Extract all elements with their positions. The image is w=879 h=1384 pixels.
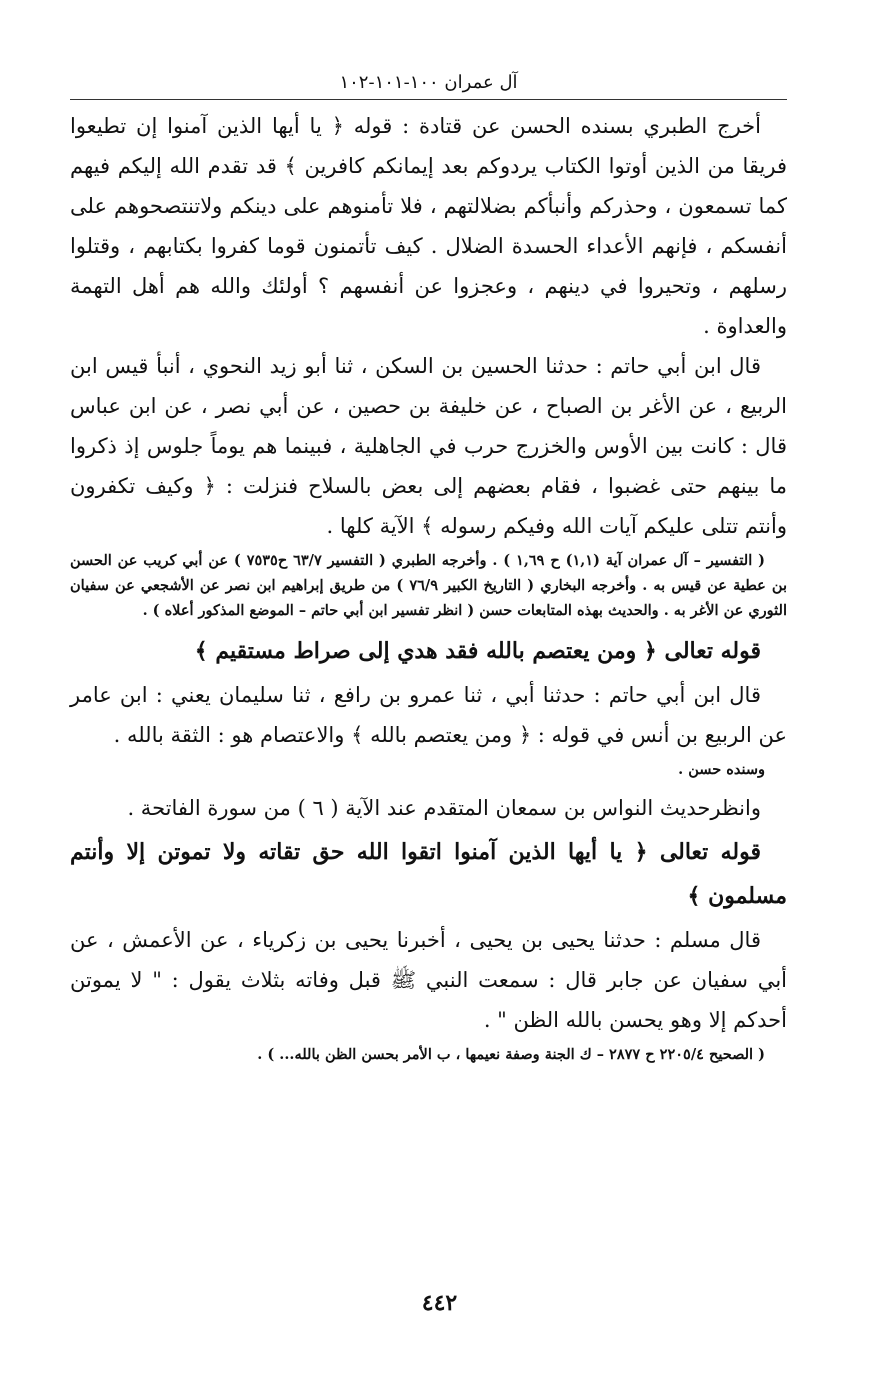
body-paragraph: وانظرحديث النواس بن سمعان المتقدم عند الآية ( ٦ ) من سورة الفاتحة . bbox=[127, 796, 761, 820]
running-head: آل عمران ١٠٠-١٠١-١٠٢ bbox=[70, 72, 787, 100]
section-heading: قوله تعالى ﴿ ومن يعتصم بالله فقد هدي إلى صراط مستقيم ﴾ bbox=[194, 638, 761, 664]
citation-note: وسنده حسن . bbox=[678, 761, 765, 778]
citation-note: ( التفسير – آل عمران آية (١,١) ح ١,٦٩ ) . وأخرجه الطبري ( التفسير ٦٣/٧ ح٧٥٣٥ ) عن أبي كريب عن الحسن بن عطية عن قيس به . وأخرجه البخاري ( التاريخ الكبير ٧٦/٩ ) من طريق إبراهيم ابن نصر عن الأشجعي عن سفيان الثوري عن الأغر به . والحديث بهذه المتابعات حسن ( انظر تفسير ابن أبي حاتم – الموضع المذكور أعلاه ) . bbox=[70, 552, 787, 619]
citation-note: ( الصحيح ٢٢٠٥/٤ ح ٢٨٧٧ – ك الجنة وصفة نعيمها ، ب الأمر بحسن الظن بالله... ) . bbox=[257, 1046, 765, 1063]
body-paragraph: قال مسلم : حدثنا يحيى بن يحيى ، أخبرنا يحيى بن زكرياء ، عن الأعمش ، عن أبي سفيان عن جابر قال : سمعت النبي ﷺ قبل وفاته بثلاث يقول : " لا يموتن أحدكم إلا وهو يحسن بالله الظن " . bbox=[70, 928, 787, 1032]
page-body bbox=[70, 106, 787, 1067]
body-paragraph: أخرج الطبري بسنده الحسن عن قتادة : قوله ﴿ يا أيها الذين آمنوا إن تطيعوا فريقا من الذين أوتوا الكتاب يردوكم بعد إيمانكم كافرين ﴾ قد تقدم الله إليكم فيهم كما تسمعون ، وحذركم وأنبأكم بضلالتهم ، فلا تأمنوهم على دينكم ولاتنتصحوهم على أنفسكم ، فإنهم الأعداء الحسدة الضلال . كيف تأتمنون قوما كفروا بكتابهم ، وقتلوا رسلهم ، وتحيروا في دينهم ، وعجزوا عن أنفسهم ؟ أولئك والله هم أهل التهمة والعداوة . bbox=[70, 114, 787, 338]
page-number: ٤٤٢ bbox=[421, 1290, 458, 1316]
body-paragraph: قال ابن أبي حاتم : حدثنا الحسين بن السكن ، ثنا أبو زيد النحوي ، أنبأ قيس ابن الربيع ، عن الأغر بن الصباح ، عن خليفة بن حصين ، عن أبي نصر ، عن ابن عباس قال : كانت بين الأوس والخزرج حرب في الجاهلية ، فبينما هم يوماً جلوس إذ ذكروا ما بينهم حتى غضبوا ، فقام بعضهم إلى بعض بالسلاح فنزلت : ﴿ وكيف تكفرون وأنتم تتلى عليكم آيات الله وفيكم رسوله ﴾ الآية كلها . bbox=[70, 354, 787, 538]
body-paragraph: قال ابن أبي حاتم : حدثنا أبي ، ثنا عمرو بن رافع ، ثنا سليمان يعني : ابن عامر عن الربيع بن أنس في قوله : ﴿ ومن يعتصم بالله ﴾ والاعتصام هو : الثقة بالله . bbox=[70, 683, 787, 747]
section-heading: قوله تعالى ﴿ يا أيها الذين آمنوا اتقوا الله حق تقاته ولا تموتن إلا وأنتم مسلمون ﴾ bbox=[70, 839, 787, 909]
